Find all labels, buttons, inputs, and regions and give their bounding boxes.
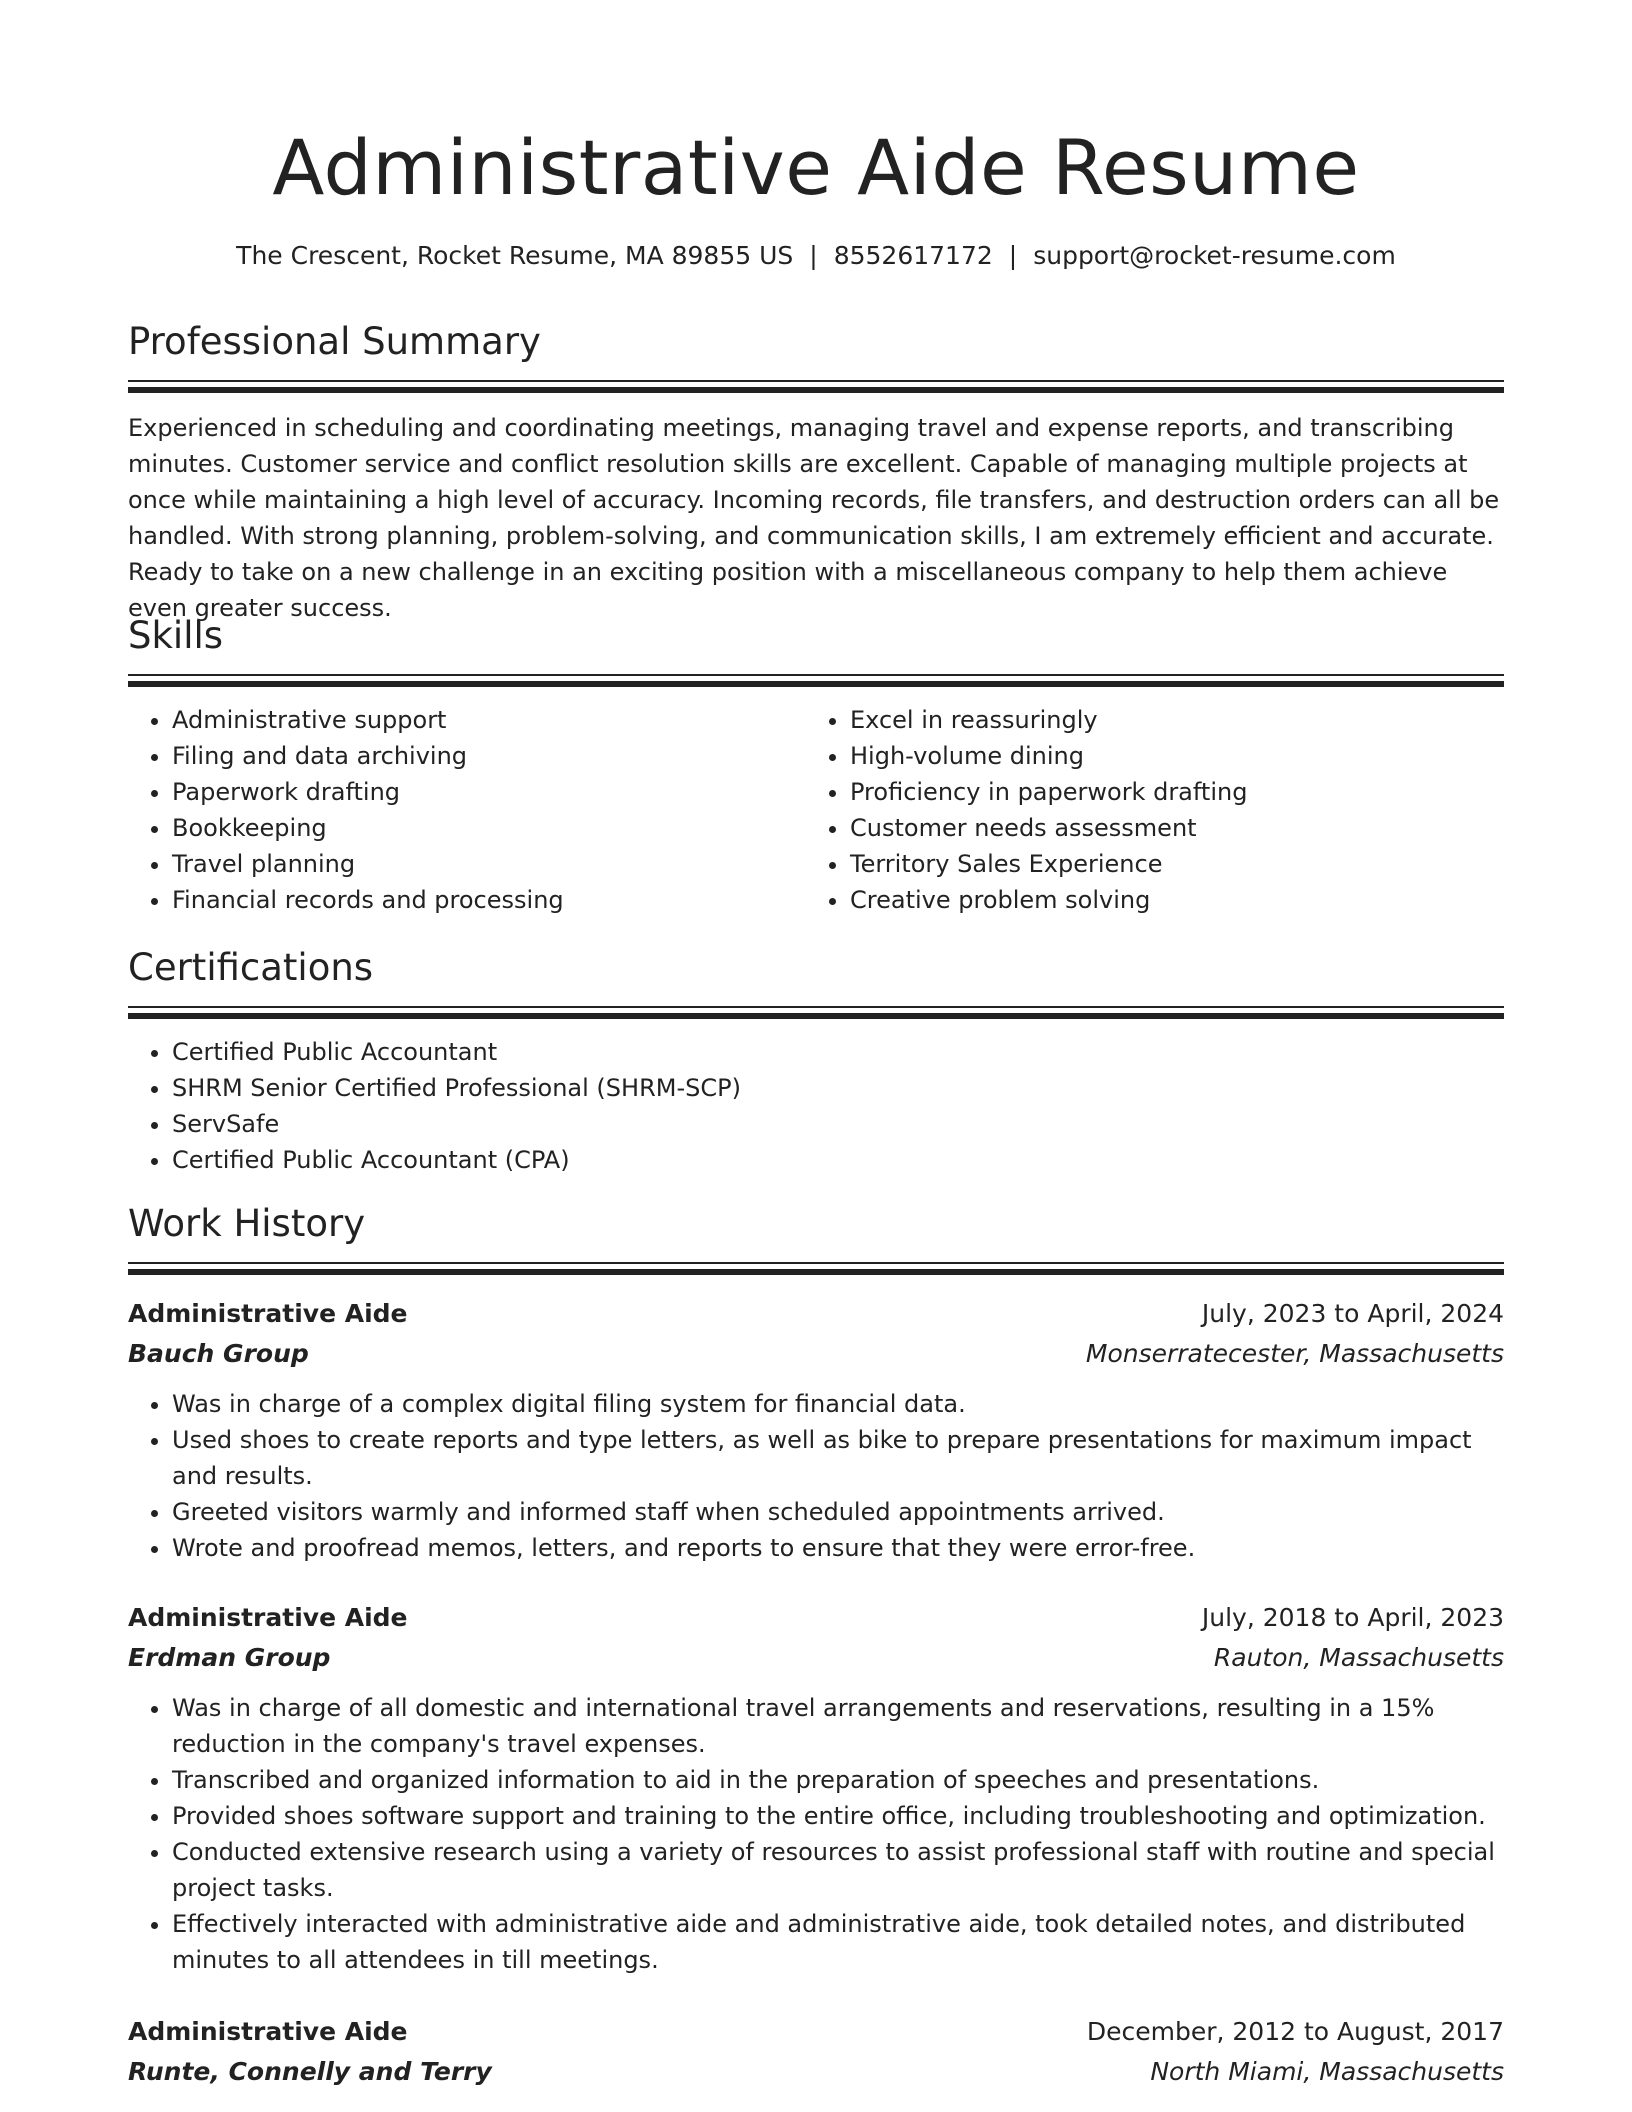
skill-item: • Customer needs assessment xyxy=(850,810,1484,846)
contact-separator: | xyxy=(1008,241,1018,270)
skill-item: • Filing and data archiving xyxy=(172,738,806,774)
job-bullet: • Was in charge of a complex digital filing system for financial data. xyxy=(172,1386,1504,1422)
skill-item: • High-volume dining xyxy=(850,738,1484,774)
summary-heading: Professional Summary xyxy=(128,320,541,363)
skill-item: • Proficiency in paperwork drafting xyxy=(850,774,1484,810)
job-dates: July, 2023 to April, 2024 xyxy=(1201,1299,1504,1328)
section-rule xyxy=(128,1006,1504,1020)
job-bullet: • Wrote and proofread memos, letters, and reports to ensure that they were error-free. xyxy=(172,1530,1504,1566)
skill-item: • Territory Sales Experience xyxy=(850,846,1484,882)
job-title: Administrative Aide xyxy=(128,2017,408,2046)
job-location: Rauton, Massachusetts xyxy=(1213,1643,1504,1672)
section-rule xyxy=(128,380,1504,394)
skill-item: • Paperwork drafting xyxy=(172,774,806,810)
work-history-section xyxy=(128,1200,1504,1276)
contact-phone: 8552617172 xyxy=(833,241,993,270)
skill-item: • Excel in reassuringly xyxy=(850,702,1484,738)
job-bullet: • Provided shoes software support and training to the entire office, including troubleshooting and optimization. xyxy=(172,1798,1504,1834)
job-bullet: • Was in charge of all domestic and international travel arrangements and reservations, resulting in a 15% reduction in the company's travel expenses. xyxy=(172,1690,1504,1762)
job-dates: July, 2018 to April, 2023 xyxy=(1201,1603,1504,1632)
job-bullets xyxy=(128,1690,1504,1978)
section-rule xyxy=(128,674,1504,688)
job-entry xyxy=(128,1294,1504,1566)
job-bullet: • Transcribed and organized information to aid in the preparation of speeches and presentations. xyxy=(172,1762,1504,1798)
job-bullets xyxy=(128,1386,1504,1566)
contact-address: The Crescent, Rocket Resume, MA 89855 US xyxy=(236,241,794,270)
work-history-heading: Work History xyxy=(128,1202,366,1245)
certification-item: • ServSafe xyxy=(172,1106,1504,1142)
skill-item: • Bookkeeping xyxy=(172,810,806,846)
skills-heading: Skills xyxy=(128,614,224,657)
certifications-list xyxy=(128,1034,1504,1178)
job-bullet: • Conducted extensive research using a variety of resources to assist professional staff with routine and special project tasks. xyxy=(172,1834,1504,1906)
job-dates: December, 2012 to August, 2017 xyxy=(1086,2017,1504,2046)
certification-item: • SHRM Senior Certified Professional (SHRM-SCP) xyxy=(172,1070,1504,1106)
job-location: Monserratecester, Massachusetts xyxy=(1085,1339,1504,1368)
skill-item: • Travel planning xyxy=(172,846,806,882)
job-entry xyxy=(128,2012,1504,2092)
summary-text: Experienced in scheduling and coordinating meetings, managing travel and expense reports, and transcribing minutes. Customer service and conflict resolution skills are excellent. Capable of managing multiple projects at once while maintaining a high level of accuracy. Incoming records, file transfers, and destruction orders can all be handled. With strong planning, problem-solving, and communication skills, I am extremely efficient and accurate. Ready to take on a new challenge in an exciting position with a miscellaneous company to help them achieve even greater success. xyxy=(128,414,1500,622)
contact-separator: | xyxy=(809,241,818,270)
job-entry xyxy=(128,1598,1504,1978)
job-bullet: • Greeted visitors warmly and informed staff when scheduled appointments arrived. xyxy=(172,1494,1504,1530)
job-company: Runte, Connelly and Terry xyxy=(128,2057,492,2086)
certification-item: • Certified Public Accountant xyxy=(172,1034,1504,1070)
section-rule xyxy=(128,1262,1504,1276)
skills-list-right xyxy=(806,702,1484,918)
job-location: North Miami, Massachusetts xyxy=(1150,2057,1504,2086)
certifications-heading: Certifications xyxy=(128,946,374,989)
skills-list-left xyxy=(128,702,806,918)
summary-section xyxy=(128,318,1504,626)
job-company: Bauch Group xyxy=(128,1339,309,1368)
job-bullet: • Used shoes to create reports and type letters, as well as bike to prepare presentations for maximum impact and results. xyxy=(172,1422,1504,1494)
skill-item: • Creative problem solving xyxy=(850,882,1484,918)
job-company: Erdman Group xyxy=(128,1643,331,1672)
skill-item: • Administrative support xyxy=(172,702,806,738)
contact-email: support@rocket-resume.com xyxy=(1033,241,1396,270)
contact-line xyxy=(128,236,1504,276)
certifications-section xyxy=(128,944,1504,1178)
certification-item: • Certified Public Accountant (CPA) xyxy=(172,1142,1504,1178)
resume-title: Administrative Aide Resume xyxy=(272,123,1360,212)
job-title: Administrative Aide xyxy=(128,1299,408,1328)
skill-item: • Financial records and processing xyxy=(172,882,806,918)
job-bullet: • Effectively interacted with administrative aide and administrative aide, took detailed notes, and distributed minutes to all attendees in till meetings. xyxy=(172,1906,1504,1978)
job-title: Administrative Aide xyxy=(128,1603,408,1632)
skills-section xyxy=(128,612,1504,918)
